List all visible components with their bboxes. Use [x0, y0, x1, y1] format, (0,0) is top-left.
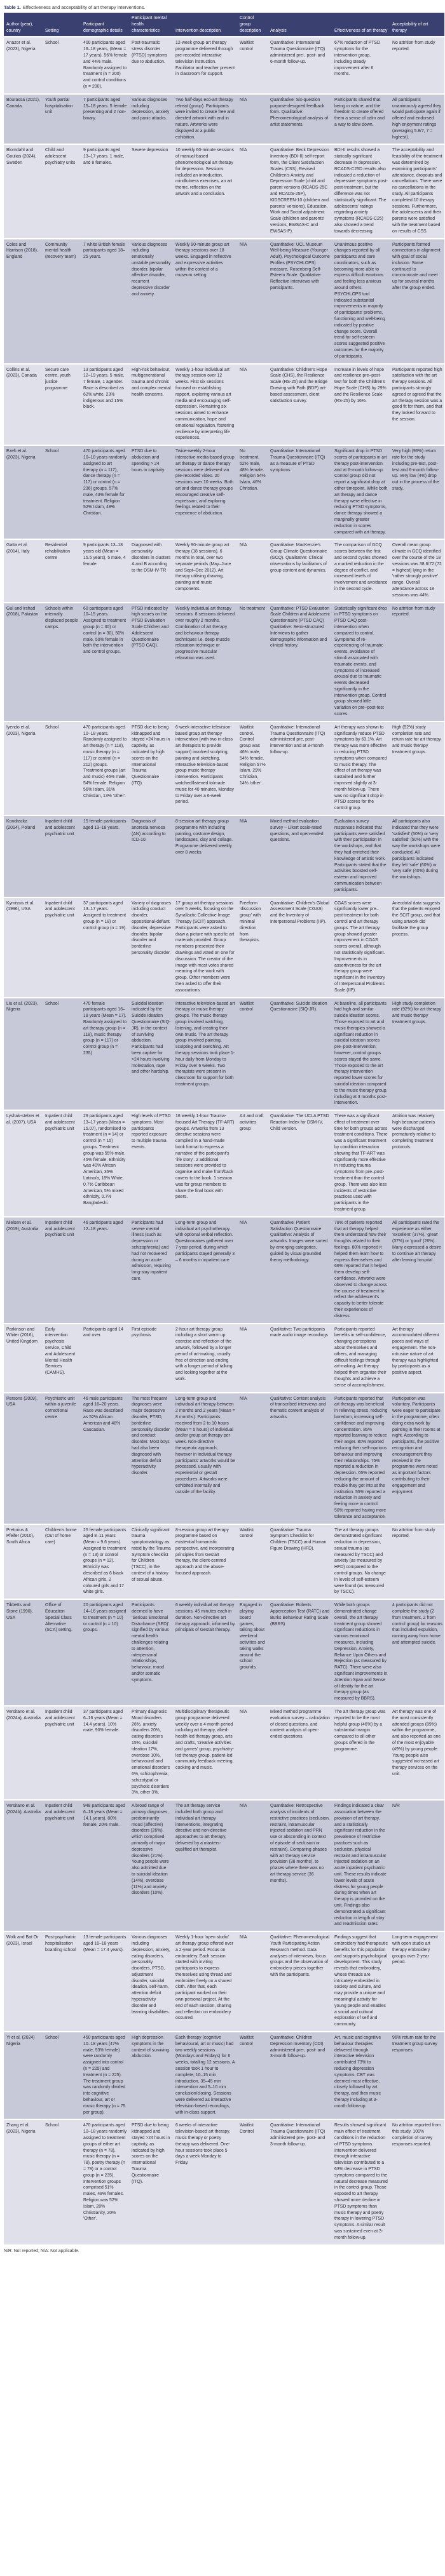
cell-mental-health: PTSD due to abduction and spending > 24 hours in captivity. — [129, 445, 173, 539]
cell-setting: Child and adolescent psychiatry units — [43, 144, 81, 238]
cell-author: Lyshak-stelzer et al. (2007), USA — [4, 1110, 43, 1217]
cell-effectiveness: Evaluation survey responses indicated that participants were satisfied with their participation in the workshops, and that they had enriched their knowledge of artistic work. Participants stated that the activities boosted self-esteem and improved communication between participants. — [332, 815, 390, 897]
cell-demographics: 7 participants aged 15–18 years. 5 female presenting and 2 non-binary. — [81, 94, 129, 145]
column-header-intervention: Intervention description — [173, 13, 237, 37]
table-row — [4, 721, 444, 815]
cell-setting: Community mental health (recovery team) — [43, 239, 81, 364]
cell-mental-health: High depression symptoms in the context of surviving abduction. — [129, 2032, 173, 2119]
cell-author: Gul and Irshad (2018), Pakistan — [4, 603, 43, 721]
cell-demographics: 470 female participants aged 16–18 years (Mean = 17). Randomly assigned to art therapy group (n = 118), music therapy group (n = 117) or control group (n = 235) — [81, 998, 129, 1111]
cell-demographics: 470 participants aged 10–18 years. Randomly assigned to art therapy (n = 118), music therapy (n = 117) or control (n = 212) groups. Treatment groups (art and music) 46% male, 54% female. Religion 56% Islam, 31% Christian, 13% 'other'. — [81, 721, 129, 815]
cell-acceptability: 96% return rate for the treatment group survey responses. — [390, 2032, 444, 2119]
cell-mental-health: Primary diagnosis: Mood disorders 26%, anxiety disorders 20%, eating disorders 15%, suicidal ideation 17%, overdose 10%, behavioural and emotional disorders 6%, schizophrenia, schizotypal or psychotic disorders 3%, other 3%. — [129, 1706, 173, 1800]
cell-intervention: 6 weekly individual art therapy sessions, 45 minutes each in duration. Non-directive art therapy approach, informed by principals of Gestalt therapy. — [173, 1599, 237, 1706]
cell-control-group: N/A — [237, 539, 268, 602]
cell-demographics: 37 participants aged 6–16 years (Mean = 14.4 years). 10% male, 90% female. — [81, 1706, 129, 1800]
cell-mental-health: High levels of PTSD symptoms. Most participants reported exposure to multiple trauma events. — [129, 1110, 173, 1217]
cell-effectiveness: Participants reported that art therapy was beneficial in relieving stress, reducing boredom, increasing self-confidence and improving concentration. 85% reported learning to reduce their anger. 80% reported reducing their self-injurious behaviour and improving their relationships. 75% reported a reduction in depression. 65% reported reducing the amount of trouble they got into at the institution. 55% reported a reduction in anxiety and feeling more in control. 50% reported having more tolerance and acceptance. — [332, 1393, 390, 1524]
cell-control-group: Waitlist control — [237, 998, 268, 1111]
cell-author: Kymissis et al. (1996), USA — [4, 897, 43, 998]
cell-acceptability: Very high (96%) return rate for the study including pre-test, post-test and 6-month follow-up. Very low (4%) drop out in the process of the study. — [390, 445, 444, 539]
cell-mental-health: Diagnosis of anorexia nervosa (AN) according to ICD-10. — [129, 815, 173, 897]
cell-intervention: Weekly 1-hour individual art therapy session over 12 weeks. First six sessions focused on establishing rapport, exploring various art media and encouraging self-expression. Remaining six sessions aimed to enhance communication, hope and emotional regulation, fostering resilience by interpreting life experiences. — [173, 364, 237, 446]
cell-setting: Children's home (Out of home care) — [43, 1524, 81, 1600]
cell-author: Iyendo et al. (2023), Nigeria — [4, 721, 43, 815]
cell-analysis: Quantitative: PTSD Evaluation Scale Children and Adolescent Questionnaire (PTSD CAQ) Qualitative: Semi-structured Interviews to gather demographic information and clinical history. — [268, 603, 332, 721]
table-caption — [0, 0, 445, 13]
cell-author: Blomdahl and Goulias (2024), Sweden — [4, 144, 43, 238]
cell-mental-health: PTSD due to being kidnapped and stayed >24 hours in captivity, as indicated by high scores on the International Trauma Questionnaire (ITQ). — [129, 721, 173, 815]
cell-effectiveness: The art therapy groups demonstrated significant reduction in depression, sexual trauma (as measured by TSCC) and anxiety (as measured by HFD) compared to the control groups. No change in levels of self-esteem were found (as measured by TSCC). — [332, 1524, 390, 1600]
cell-demographics: 60 participants aged 10–15 years. Assigned to treatment group (n = 30) or control (n = 30). 50% male, 50% female in both the intervention and control groups. — [81, 603, 129, 721]
table-row — [4, 445, 444, 539]
cell-mental-health: First episode psychosis — [129, 1324, 173, 1393]
cell-mental-health: Participants deemed to have 'Serious Emotional Disturbance (SED)' signified by various mental health challenges relating to attention, interpersonal relationships, behaviour, mood and/or somatic symptoms. — [129, 1599, 173, 1706]
cell-effectiveness: Increase in levels of hope and resilience pre–post-test for both the Children's Hope Scale (CHS) by 29% and the Resilience Scale (RS-25) by 16%. — [332, 364, 390, 446]
cell-setting: Inpatient child and adolescent psychiatric unit — [43, 1110, 81, 1217]
cell-demographics: 20 participants aged 14–16 years assigned to treatment (n = 10) or control (n = 10) groups. — [81, 1599, 129, 1706]
column-header-acceptability: Acceptability of art therapy — [390, 13, 444, 37]
cell-acceptability: The acceptability and feasibility of the treatment was determined by examining participants' attendance, dropouts and cancellations. There were no cancellations in the study. All participants completed 10 therapy sessions. Furthermore, the adolescents and their parents were satisfied with the treatment based on results of CSS. — [390, 144, 444, 238]
cell-control-group: N/A — [237, 1324, 268, 1393]
table-row — [4, 1524, 444, 1600]
cell-acceptability: Participants reported high satisfaction with the art therapy sessions. All participants strongly agreed or agreed that the art therapy session was a good fit for them, and that they looked forward to the session. — [390, 364, 444, 446]
cell-acceptability: All participants also indicated that they were 'satisfied' (50%) or 'very satisfied' (50%) with the way the workshops were conducted. All participants indicated they felt 'safe' (60%) or 'very safe' (40%) during the workshops. — [390, 815, 444, 897]
cell-mental-health: Participants had severe mental illness (such as depression or schizophrenia) and had not recovered during an acute admission, requiring long-stay inpatient care. — [129, 1217, 173, 1324]
cell-setting: Office of Education Special Class Alternative (SCA) setting. — [43, 1599, 81, 1706]
cell-control-group: N/A — [237, 815, 268, 897]
cell-setting: Inpatient child and adolescent psychiatric unit — [43, 1800, 81, 1931]
cell-setting: Youth partial hospitalisation unit — [43, 94, 81, 145]
column-header-mental-health: Participant mental health characteristics — [129, 13, 173, 37]
cell-effectiveness: There was a significant effect of treatment over time for both groups across treatment conditions. There was a significant treatment by condition interaction showing that TF-ART was significantly more effective in reducing trauma symptoms from pre–post-treatment than the control group. There was also less incidents of restrictive practices used with participants in the treatment group. — [332, 1110, 390, 1217]
table-row — [4, 1706, 444, 1800]
cell-analysis: Quantitative: Roberts Apperception Test (RATC) and Burks Behaviour Rating Scale (BBRS) — [268, 1599, 332, 1706]
cell-analysis: Quantitative: Children Depression Inventory (CDI) administered pre-, post- and 3-month follow-up. — [268, 2032, 332, 2119]
cell-control-group: Waitlist control — [237, 37, 268, 93]
cell-control-group: N/A — [237, 1393, 268, 1524]
cell-analysis: Quantitative: Children's Hope Scale (CHS), the Resilience Scale (RS-25) and the Bridge Drawing with Path (BDP) art-based assessment, client satisfaction survey. — [268, 364, 332, 446]
cell-effectiveness: At baseline, all participants had high and similar suicide ideation scores. Those exposed to art and music therapies showed a significant reduction in suicidal ideation scores pre–post-intervention; however, control groups scores stayed the same. Those exposed to the art therapy intervention reported lower scores for suicidal ideation compared to the music therapy group, including at 3 months post-intervention. — [332, 998, 390, 1111]
cell-effectiveness: Art therapy was shown to significantly reduce PTSD symptoms by 63.1%. Art therapy was more effective in reducing PTSD symptoms when compared to music therapy. The effect of art therapy was sustained and further improved slightly at 3-month follow-up. There was no significant drop in PTSD scores for the control group. — [332, 721, 390, 815]
cell-intervention: Two half-days eco-art therapy retreat (group). Participants were invited to create free and directed artwork with and in nature. Artworks were displayed at a public exhibition. — [173, 94, 237, 145]
cell-demographics: 470 participants aged 10–18 years randomly assigned to treatment groups of either art therapy (n = 78), music therapy (n = 78), poetry therapy (n = 79) or a control group (n = 235). Intervention groups comprised 51% males, 49% females. Religion was 52% Islam, 28% Christianity, 20% 'Other'. — [81, 2119, 129, 2244]
cell-control-group: N/A — [237, 94, 268, 145]
table-row — [4, 539, 444, 602]
table-row — [4, 603, 444, 721]
cell-acceptability: No attrition from study reported. — [390, 37, 444, 93]
table-row — [4, 144, 444, 238]
cell-intervention: The art therapy service included both group and individual art therapy interventions, integrating directive and non-directive approaches to art therapy, delivered by a masters-qualified art therapist. — [173, 1800, 237, 1931]
cell-intervention: 12-week group art therapy programme delivered through pre-recorded interactive television instruction. Facilitator and teacher present in classroom for support. — [173, 37, 237, 93]
cell-analysis: Qualitative: Phenomenological Youth Participating Action Research method. Data analyses of interviews, focus groups and the observation of embroidery pieces together with the participants. — [268, 1931, 332, 2032]
cell-acceptability: Long-term engagement with open studio art therapy embroidery groups over 2-year period. — [390, 1931, 444, 2032]
cell-analysis: Quantitative: International Trauma Questionnaire (ITQ) administered pre-, post- and 3-month follow-up. — [268, 2119, 332, 2244]
cell-analysis: Quantitative: Children's Global Assessment Scale (CGAS) and the Inventory of Interpersonal Problems (IIP). — [268, 897, 332, 998]
cell-mental-health: High-risk behaviour, multigenerational trauma and chronic and complex mental health concerns. — [129, 364, 173, 446]
cell-demographics: 9 participants aged 13–17 years. 1 male, and 8 females. — [81, 144, 129, 238]
cell-effectiveness: The art therapy group was reported to be the most helpful group (46%) by a substantial margin compared to all other groups offered in the programme. — [332, 1706, 390, 1800]
cell-analysis: Quantitative: UCL Museum Well-being Measure (Younger Adult), Psychological Outcome Profiles (PSYCHLOPS) measure, Rosenberg Self-Esteem Scale. Qualitative: Reflective interviews with participants. — [268, 239, 332, 364]
cell-control-group: N/A — [237, 144, 268, 238]
table-header-row — [4, 13, 444, 37]
column-header-control-group: Control group description — [237, 13, 268, 37]
cell-effectiveness: Unanimous positive changes reported by all participants and care coordinators, such as becoming more able to express difficult emotions and feeling less anxious around others. PSYCHLOPS tool indicated substantial improvements in majority of participants' problems, functioning and well-being indicated by positive change score. Overall trend for self-esteem scores suggested positive outcomes for the majority of participants. — [332, 239, 390, 364]
cell-mental-health: Various diagnoses including emotionally unstable personality disorder, bipolar affective disorder, recurrent depressive disorder and anxiety. — [129, 239, 173, 364]
cell-demographics: 46 participants aged 12–18 years. — [81, 1217, 129, 1324]
cell-effectiveness: While both groups demonstrated change overall, the art therapy treatment group showed significant reductions in various emotional measures, including Depression, Anxiety, Reliance Upon Others and Rejection (as measured by RATC). There were also significant improvements in Attention Span and Sense of Identity for the art therapy group (as measured by BBRS). — [332, 1599, 390, 1706]
table-row — [4, 364, 444, 446]
cell-demographics: 37 participants aged 13–17 years. Assigned to treatment group (n = 18) or control group (n = 19). — [81, 897, 129, 998]
cell-author: Nielsen et al. (2019), Australia — [4, 1217, 43, 1324]
cell-author: Kondracka (2014), Poland — [4, 815, 43, 897]
table-row — [4, 1931, 444, 2032]
cell-acceptability: Anecdotal data suggests that the patients enjoyed the SCIT group, and that using artwork did facilitate the group process. — [390, 897, 444, 998]
cell-acceptability: Participation was voluntary. Participants were eager to participate in the programme, often doing extra work by painting in their rooms at night. According to participants, the positive recognition and encouragement they received in the programme were noted as important factors contributing to their engagement and enjoyment. — [390, 1393, 444, 1524]
cell-setting: Inpatient child and adolescent psychiatric unit — [43, 815, 81, 897]
cell-author: Parkinson and Whiter (2016), United Kingdom — [4, 1324, 43, 1393]
table-row — [4, 94, 444, 145]
cell-effectiveness: Participants shared that being in nature, and the freedom to create offered them a sense of calm and a way to slow down. — [332, 94, 390, 145]
table-row — [4, 1599, 444, 1706]
table-row — [4, 815, 444, 897]
table-body — [4, 37, 444, 2244]
cell-intervention: Multidisciplinary therapeutic group programme delivered weekly over a 4-month period including art therapy, allied-health led therapy group, arts and crafts, 'creative activities and games' group, psychiatry-led therapy group, patient-led community feedback meeting, cooking and music. — [173, 1706, 237, 1800]
cell-setting: Inpatient child and adolescent psychiatric unit — [43, 1217, 81, 1324]
cell-author: Versitano et al. (2024a), Australia — [4, 1706, 43, 1800]
cell-demographics: 46 male participants aged 16–20 years. Race was described as 52% African American and 48% Caucasian. — [81, 1393, 129, 1524]
cell-setting: Residential rehabilitation centre — [43, 539, 81, 602]
table-caption-text: Effectiveness and acceptability of art therapy interventions. — [22, 4, 146, 10]
cell-author: Bourassa (2021), Canada — [4, 94, 43, 145]
cell-analysis: Quantitative: Trauma Symptom Checklist for Children (TSCC) and Human Figure Drawing (HFD). — [268, 1524, 332, 1600]
cell-analysis: Quantitative: The UCLA PTSD Reaction Index for DSM-IV, Child Version. — [268, 1110, 332, 1217]
cell-analysis: Quantitative: Suicide Ideation Questionnaire (SIQ-JR). — [268, 998, 332, 1111]
cell-effectiveness: Statistically significant drop in PTSD symptoms on PTSD CAQ post-intervention when compared to control. Symptoms of re-experiencing of traumatic events, avoidance of stimuli associated with traumatic events, and symptoms of increased arousal due to traumatic events decreased significantly in the intervention group. Control group showed little variation on pre–post-test scores. — [332, 603, 390, 721]
cell-acceptability: Art therapy accommodated different paces and ways of engagement. The non-intrusive nature of art therapy was highlighted by participants as a positive aspect. — [390, 1324, 444, 1393]
table-footnote: N/R: Not reported; N/A: Not applicable. — [4, 2248, 79, 2253]
cell-author: Versitano et al. (2024b), Australia — [4, 1800, 43, 1931]
table-row — [4, 37, 444, 93]
cell-intervention: 6-week interactive television-based group art therapy intervention (with two in-class art therapists to provide support) involved sculpting, painting and sketching. Interactive television-based group music therapy intervention. Participants watched/listened to/made music for 40 minutes, Monday to Friday over a 6-week period. — [173, 721, 237, 815]
column-header-author: Author (year), country — [4, 13, 43, 37]
cell-mental-health: Various diagnoses including depression, anxiety, eating disorders, personality disorders, PTSD, adjustment disorder, suicidal ideation, self-harm, attention deficit hyperactivity disorder and learning disabilities. — [129, 1931, 173, 2032]
cell-control-group: Waitlist control — [237, 1524, 268, 1600]
cell-analysis: Qualitative: Two participants made audio image recordings — [268, 1324, 332, 1393]
cell-demographics: 29 participants aged 13–17 years (Mean = 15.07), randomised to treatment (n = 14) or control (n = 15) groups. Treatment group was 55% male, 45% female. Ethnicity was 40% African American, 35% Latino/a, 18% White, 0.7% Caribbean American, 5% mixed ethnicity, 0.7% Bangladeshi. — [81, 1110, 129, 1217]
cell-effectiveness: 67% reduction of PTSD symptoms for the intervention group, including steady improvement after 6 months. — [332, 37, 390, 93]
cell-setting: Inpatient child and adolescent psychiatric unit — [43, 1706, 81, 1800]
cell-intervention: Weekly 1-hour 'open studio' art therapy group offered over a 2-year period. Focus on embroidery. Each session started with inviting participants to express themselves using thread and embroider freely on a shared cloth. After that, each participant worked on their own personal project. At the end of each session, sharing and reflection on embroidery occurred. — [173, 1931, 237, 2032]
cell-demographics: 13 female participants aged 16–18 years (Mean = 17.4 years). — [81, 1931, 129, 2032]
cell-analysis: Mixed method programme evaluation survey – calculation of closed questions, and content analysis of open-ended questions. — [268, 1706, 332, 1800]
table-row — [4, 897, 444, 998]
cell-control-group: N/A — [237, 1706, 268, 1800]
cell-demographics: 948 participants aged 6–18 years (Mean = 14.1 years), 80% female, 20% male. — [81, 1800, 129, 1931]
cell-intervention: Twice-weekly 2-hour interactive media-based group art therapy or dance therapy sessions were delivered via pre-recorded video. 20 sessions over 10 weeks. Both art and dance therapy groups encouraged creative self-expression, and exploring feelings related to their experience of abduction. — [173, 445, 237, 539]
cell-acceptability: Attrition was relatively high because patients were discharged prematurely relative to completing treatment protocols. — [390, 1110, 444, 1217]
cell-control-group: N/A — [237, 1931, 268, 2032]
cell-author: Wolk and Bat Or (2023), Israel — [4, 1931, 43, 2032]
cell-intervention: Weekly 90-minute group art therapy (18 sessions). 6 months in total, over two separate periods (May–June and Sept–Dec 2012). Art therapy utilising drawing, painting and music components. — [173, 539, 237, 602]
cell-acceptability: High (92%) study completion rate and return rate for art therapy and music therapy treatment groups. — [390, 721, 444, 815]
cell-mental-health: Various diagnoses including depression, anxiety and panic attacks. — [129, 94, 173, 145]
cell-author: Ezeh et al. (2023), Nigeria — [4, 445, 43, 539]
cell-control-group: No treatment. 52% male, 48% female. Religion 54% Islam, 46% Christian. — [237, 445, 268, 539]
cell-author: Coles and Harrison (2018), England — [4, 239, 43, 364]
cell-intervention: Each therapy (cognitive behavioural, art or music) had two weekly sessions (Mondays and Fridays) for 6 weeks, totalling 12 sessions. A session took 1 hour to complete; 10–15 min introduction, 35–45 min intervention and 5–10 min conclusion/closing. Sessions were delivered as interactive television-based recordings, with in-class support. — [173, 2032, 237, 2119]
cell-setting: School — [43, 998, 81, 1111]
cell-acceptability: Overall mean group climate in GCQ identified over the course of the 18 sessions was 38.6/72 (72 = highest) lying in the 'rather strongly positive' range. Overall attendance across 18 sessions was 44%. — [390, 539, 444, 602]
cell-mental-health: Diagnosed with personality disorders in clusters A and B according to the DSM-IV-TR — [129, 539, 173, 602]
cell-effectiveness: Findings indicated a clear association between the provision of art therapy, and a statistically significant reduction in the prevalence of restrictive practices such as seclusion, physical restraint and intramuscular injected sedation on an acute inpatient psychiatric unit. These results indicate lower levels of acute distress for young people during times when art therapy is provided on the unit. Findings also demonstrated a significant reduction in length of stay and readmission rates. — [332, 1800, 390, 1931]
cell-setting: Schools within internally displaced people camps. — [43, 603, 81, 721]
cell-intervention: 8-session group art therapy programme based on existential humanistic perspective, and incorporating principles from Gestalt therapy, the client-centred approach and the abuse-focused approach. — [173, 1524, 237, 1600]
cell-intervention: Weekly individual art therapy sessions. 8 sessions delivered over roughly 2 months. Combination of art therapy and behaviour therapy techniques i.e. deep muscle relaxation technique or progressive muscular relaxation was used. — [173, 603, 237, 721]
cell-effectiveness: Art, music and cognitive behaviour therapies delivered through interactive television contributed 73% to reducing depression symptoms. CBT was deemed most effective, closely followed by art therapy, and then music therapy including at 3-month follow-up. — [332, 2032, 390, 2119]
cell-intervention: 6 weeks of interactive television-based art therapy, music therapy or poetry therapy was delivered. One-hour sessions took place 5 days a week Monday to Friday. — [173, 2119, 237, 2244]
column-header-effectiveness: Effectiveness of art therapy — [332, 13, 390, 37]
cell-demographics: 9 participants 13–18 years old (Mean = 15.5 years), 5 male, 4 female. — [81, 539, 129, 602]
cell-analysis: Quantitative: International Trauma Questionnaire (ITQ) administered pre-, post- and 6-month follow-up. — [268, 37, 332, 93]
cell-author: Collins et al. (2023), Canada — [4, 364, 43, 446]
cell-author: Anazor et al. (2023), Nigeria — [4, 37, 43, 93]
cell-setting: School — [43, 37, 81, 93]
table-row — [4, 1393, 444, 1524]
cell-acceptability: Art therapy was one of the most consistently attended groups (89%) within the programme, and also reported as one of the most enjoyable (49%) by young people. Young people also suggested increased art therapy services on the unit. — [390, 1706, 444, 1800]
cell-effectiveness: The comparison of GCQ scores between the first and second cycles showed a marked reduction in the degree of conflict, and increased levels of involvement and avoidance in the second cycle. — [332, 539, 390, 602]
cell-mental-health: Suicidal ideation indicated by the Suicide Ideation Questionnaire (SIQ-JR), in the context of surviving abduction. Participants had been captive for >24 hours involving molestation, rape and other hardship. — [129, 998, 173, 1111]
cell-analysis: Quantitative: Six-question purpose-designed feedback form. Qualitative: Phenomenological analysis of artist statements. — [268, 94, 332, 145]
cell-author: Gatta et al. (2014), Italy — [4, 539, 43, 602]
art-therapy-table — [4, 13, 444, 2244]
cell-acceptability: Participants formed connections in alignment with goal of social inclusion. Some continued to communicate and meet up for several months after the group ended. — [390, 239, 444, 364]
cell-analysis: Mixed method evaluation survey – Likert scale-rated questions, and open-ended questions. — [268, 815, 332, 897]
cell-mental-health: The most frequent diagnoses were major depressive disorder, PTSD, borderline personality disorder and conduct disorder. Most boys had also been diagnosed with attention deficit hyperactivity disorder. — [129, 1393, 173, 1524]
cell-acceptability: No attrition reported from this study. 100% completion of survey responses reported. — [390, 2119, 444, 2244]
cell-demographics: 470 participants aged 10–18 years randomly assigned to art therapy (n = 117), dance therapy (n = 117) or control (n = 236) groups. 57% male, 43% female for treatment. Religion 52% Islam, 48% Christian. — [81, 445, 129, 539]
cell-effectiveness: BDI-II results showed a statically significant decrease in depression. RCADS-C25D results also indicated a reduction of depressive symptoms post-post-treatment, but the difference was not statistically significant. The adolescents' ratings regarding anxiety symptoms (RCADS-C25) also showed a trend towards decreasing. — [332, 144, 390, 238]
cell-intervention: Long-term group and individual art therapy between 2 months and 2 years (Mean = 8 months). Participants received from 2 to 10 hours (Mean = 5 hours) of individual and/or group art therapy per week. Non-directive therapeutic approach, however in individual therapy participants' artworks would be processed, usually with experiential or gestalt procedures. Artworks were exhibited internally and outside of the facility. — [173, 1393, 237, 1524]
cell-demographics: 13 participants aged 12–19 years. 5 male, 7 female, 1 agender. Race is described as 62% white, 23% indigenous and 15% black. — [81, 364, 129, 446]
cell-author: Yi et al. (2024) Nigeria — [4, 2032, 43, 2119]
cell-demographics: 400 participants aged 16–18 years, (Mean = 17 years), 56% female and 44% male. Randomly assigned to treatment (n = 200) and control conditions (n = 200). — [81, 37, 129, 93]
cell-effectiveness: CGAS scores were significantly lower pre–post-treatment for both control and art therapy groups. The art therapy group showed greater improvement in CGAS scores overall, although not statistically significant. Improvements in assertiveness for the art therapy group were significant in the Inventory of Interpersonal Problems Scale (IIP). — [332, 897, 390, 998]
cell-demographics: Participants aged 14 and over. — [81, 1324, 129, 1393]
cell-control-group: Art and craft activities group — [237, 1110, 268, 1217]
cell-author: Pretorius & Pfeifer (2010), South Africa — [4, 1524, 43, 1600]
table-row — [4, 1324, 444, 1393]
table-row — [4, 998, 444, 1111]
table-row — [4, 239, 444, 364]
cell-control-group: No treatment — [237, 603, 268, 721]
cell-intervention: 16 weekly 1-hour Trauma-focused Art Therapy (TF-ART) groups. Artworks from 13 directive sessions were compiled in a hand-made book format to express a narrative of the participant's 'life story'. 2 additional sessions were provided to organise and make front/back covers to the book. 1 session was for group members to share the final book with peers. — [173, 1110, 237, 1217]
cell-acceptability: No attrition from study reported. — [390, 1524, 444, 1600]
column-header-setting: Setting — [43, 13, 81, 37]
cell-control-group: N/A — [237, 1217, 268, 1324]
cell-acceptability: No attrition from study reported. — [390, 603, 444, 721]
cell-effectiveness: Participants reported benefits in self-confidence, changing perceptions about themselves and others, and managing difficult feelings through art-making. Art therapy helped them organise their thoughts and achieve a sense of accomplishment. — [332, 1324, 390, 1393]
cell-analysis: Quantitative: International Trauma Questionnaire (ITQ) as a measure of PTSD symptoms. — [268, 445, 332, 539]
cell-analysis: Quantitative: Beck Depression Inventory (BDI-II) self-report form, the Client Satisfaction Scales (CSS), Revised Children's Anxiety and Depression Scale (child and parent versions (RCADS-25C and RCADS-25P), KIDSCREEN-10 (children and parents' versions), Education, Work and Social adjustment Scale (children and parents' versions, EWSAS-C and EWSAS-P). — [268, 144, 332, 238]
table-row — [4, 2032, 444, 2119]
cell-intervention: 17 group art therapy sessions over 5 weeks, focusing on the Synallactic Collective Image Therapy (SCIT) approach. Participants were asked to draw a picture with specific art materials provided. Group members presented their drawings and voted on one for discussion. The creator of the image with most votes shared meaning of the work with group. Other members were then asked to offer their associations. — [173, 897, 237, 998]
cell-mental-health: Clinically significant trauma symptomatology as rated by the Trauma Symptom checklist for Children (TSCC), in the context of a history of sexual abuse. — [129, 1524, 173, 1600]
cell-mental-health: A broad range of primary diagnoses, predominantly mood (affective) disorders (26%), which comprised primarily of major depressive disorders (21%). Young people were also admitted due to suicidal ideation (14%), overdose (11%) and anxiety disorders (10%). — [129, 1800, 173, 1931]
cell-author: Persons (2009), USA — [4, 1393, 43, 1524]
cell-mental-health: Variety of diagnoses including conduct disorder, oppositional-defiant disorder, depressive disorder, bipolar disorder and borderline personality disorder. — [129, 897, 173, 998]
column-header-analysis: Analysis — [268, 13, 332, 37]
cell-intervention: 8-session art therapy group programme with including painting, costume design, landscapes, clay and collage. Programme delivered weekly over 8 weeks. — [173, 815, 237, 897]
cell-control-group: Engaged in playing board games, talking about weekend activities and taking walks around the school grounds. — [237, 1599, 268, 1706]
cell-demographics: 15 female participants aged 13–18 years. — [81, 815, 129, 897]
cell-control-group: Freeform 'discussion group' with minimal direction from therapists. — [237, 897, 268, 998]
cell-setting: School — [43, 2119, 81, 2244]
cell-setting: Early intervention psychosis service, Child and Adolescent Mental Health Services (CAMHS). — [43, 1324, 81, 1393]
cell-effectiveness: Findings suggest that embroidery had therapeutic benefits for this population and supports psychological development. This study reveals that embroidery, whose threads are intricately embedded in society and culture, and may provide a unique and meaningful activity for young people and enables a social and cultural exploration of self and community. — [332, 1931, 390, 2032]
cell-acceptability: 4 participants did not complete the study (2 from treatment, 2 from control group) for reasons that included expulsion, running away from home and attempted suicide. — [390, 1599, 444, 1706]
cell-analysis: Quantitative: MacKenzie's Group Climate Questionnaire (GCQ). Qualitative: Clinical observations by facilitators of group content and dynamics. — [268, 539, 332, 602]
cell-acceptability: High study completion rate (92%) for art therapy and music therapy treatment groups. — [390, 998, 444, 1111]
cell-setting: Secure care centre, youth justice programme — [43, 364, 81, 446]
cell-setting: Inpatient child and adolescent psychiatric unit — [43, 897, 81, 998]
cell-intervention: 2-hour art therapy group including a short warm up exercise and reflection of the artwork, followed by a longer period of art-making, usually free of direction and ending with a longer period of talking and looking together at the work. — [173, 1324, 237, 1393]
cell-effectiveness: Results showed significant main effect of treatment conditions in the reduction of PTSD symptoms. Intervention delivered through interactive television contributed to a 63% decrease in PTSD symptoms compared to the natural decrease measured in the control group. Those exposed to art therapy showed more decline in PTSD symptoms than music therapy and poetry therapy in lowering PTSD symptoms. A similar result was sustained even at 3-month follow-up. — [332, 2119, 390, 2244]
cell-author: Zhang et al. (2023), Nigeria — [4, 2119, 43, 2244]
cell-demographics: 450 participants aged 10–18 years (47% male, 53% female) were randomly assigned into control (n = 225) and treatment (n = 225). The treatment group was randomly divided into cognitive behaviour, art or music therapy (n = 75 per group). — [81, 2032, 129, 2119]
cell-acceptability: N/R — [390, 1800, 444, 1931]
table-row — [4, 1800, 444, 1931]
cell-setting: School — [43, 2032, 81, 2119]
cell-analysis: Quantitative: Retrospective analysis of incidents of restrictive practices (seclusion, restraint, intramuscular injected sedation and PRN use or absconding in context of episode of seclusion or restraint). Comparing phases with art therapy service provision (38 months), to phases where there was no art therapy service (36 months). — [268, 1800, 332, 1931]
cell-acceptability: All participants unanimously agreed they would participate again if offered and endorsed high enjoyment ratings (averaging 5.8/7, 7 = highest). — [390, 94, 444, 145]
table-caption-label: Table 1. — [4, 4, 21, 10]
cell-analysis: Quantitative: Patient Satisfaction Questionnaire Qualitative: Analysis of artworks. Images were sorted by emerging categories, guided by visual grounded theory methodology. — [268, 1217, 332, 1324]
cell-author: Liu et al. (2023), Nigeria — [4, 998, 43, 1111]
column-header-demographics: Participant demographic details — [81, 13, 129, 37]
cell-intervention: Weekly 90-minute group art therapy sessions over 18 weeks. Engaged in reflective and expressive activities within the context of a museum setting. — [173, 239, 237, 364]
cell-control-group: Waitlist Control — [237, 2119, 268, 2244]
cell-intervention: Interactive television-based art therapy or music therapy groups. The music therapy group involved watching, listening, and creating their own music. The art therapy group involved painting, sculpting and sketching. Art therapy sessions took place 1-hour daily from Monday to Friday over 6 weeks. Two therapists were present in classroom for support for both treatment groups. — [173, 998, 237, 1111]
table-row — [4, 1110, 444, 1217]
cell-setting: Post-psychiatric hospitalisation boarding school — [43, 1931, 81, 2032]
cell-control-group: N/A — [237, 1800, 268, 1931]
cell-mental-health: Severe depression — [129, 144, 173, 238]
cell-intervention: Long-term group and individual art psychotherapy with optional verbal reflection. Questionnaires gathered over 7-year period, during which participants stayed generally 3 – 6 months in inpatient care. — [173, 1217, 237, 1324]
cell-analysis: Qualitative: Content analysis of transcribed interviews and thematic content analysis of artworks. — [268, 1393, 332, 1524]
cell-control-group: N/A — [237, 239, 268, 364]
cell-control-group: Waitlist control. Control group was 46% male, 54% female. Religion 57% Islam, 29% Christian, 14% 'other'. — [237, 721, 268, 815]
cell-mental-health: Post-traumatic stress disorder (PTSD) symptoms due to abduction. — [129, 37, 173, 93]
table-row — [4, 2119, 444, 2244]
table-row — [4, 1217, 444, 1324]
cell-setting: School — [43, 445, 81, 539]
cell-mental-health: PTSD due to being kidnapped and stayed >24 hours in captivity, as indicated by high scores on the International Trauma Questionnaire (ITQ). — [129, 2119, 173, 2244]
cell-control-group: Waitlist control — [237, 2032, 268, 2119]
cell-effectiveness: Significant drop in PTSD scores of participants in art therapy post-intervention and at 6-month follow-up. Control group did not report a significant drop at either timepoint. While both art therapy and dance therapy were effective in reducing PTSD symptoms, dance therapy showed a marginally greater reduction in scores compared with art therapy. — [332, 445, 390, 539]
cell-setting: Psychiatric unit within a juvenile correctional centre — [43, 1393, 81, 1524]
cell-setting: School — [43, 721, 81, 815]
cell-analysis: Quantitative: International Trauma Questionnaire (ITQ) administered pre, post-intervention and at 3-month follow-up. — [268, 721, 332, 815]
cell-control-group: N/A — [237, 364, 268, 446]
cell-mental-health: PTSD indicated by high scores on the PTSD Evaluation Scale Children and Adolescent Questionnaire (PTSD CAQ). — [129, 603, 173, 721]
cell-demographics: 25 female participants aged 8–11 years (Mean = 9.6 years). Assigned to treatment (n = 13) or control groups (n = 12). Ethnicity was described as 6 black African girls, 2 coloured girls and 17 white girls. — [81, 1524, 129, 1600]
cell-acceptability: All participants rated the experience as either 'excellent' (37%), 'great' (37%) or 'good' (26%). Many expressed a desire to continue art therapy after leaving hospital. — [390, 1217, 444, 1324]
cell-author: Tibbetts and Stone (1990), USA — [4, 1599, 43, 1706]
cell-intervention: 10 weekly 60-minute sessions of manual-based phenomenological art therapy for depression. Sessions included an introduction, mindfulness exercises, an art theme, reflection on the artwork and a conclusion. — [173, 144, 237, 238]
cell-effectiveness: 78% of patients reported that art therapy helped them understand how their thoughts related to their feelings, 80% reported it helped them learn how to express themselves and 66% reported that it helped them develop self-confidence. Artworks were observed to change across the course of treatment to reflect the adolescent's capacity to better tolerate their experiences of distress. — [332, 1217, 390, 1324]
cell-demographics: 7 white British female participants aged 18–25 years. — [81, 239, 129, 364]
